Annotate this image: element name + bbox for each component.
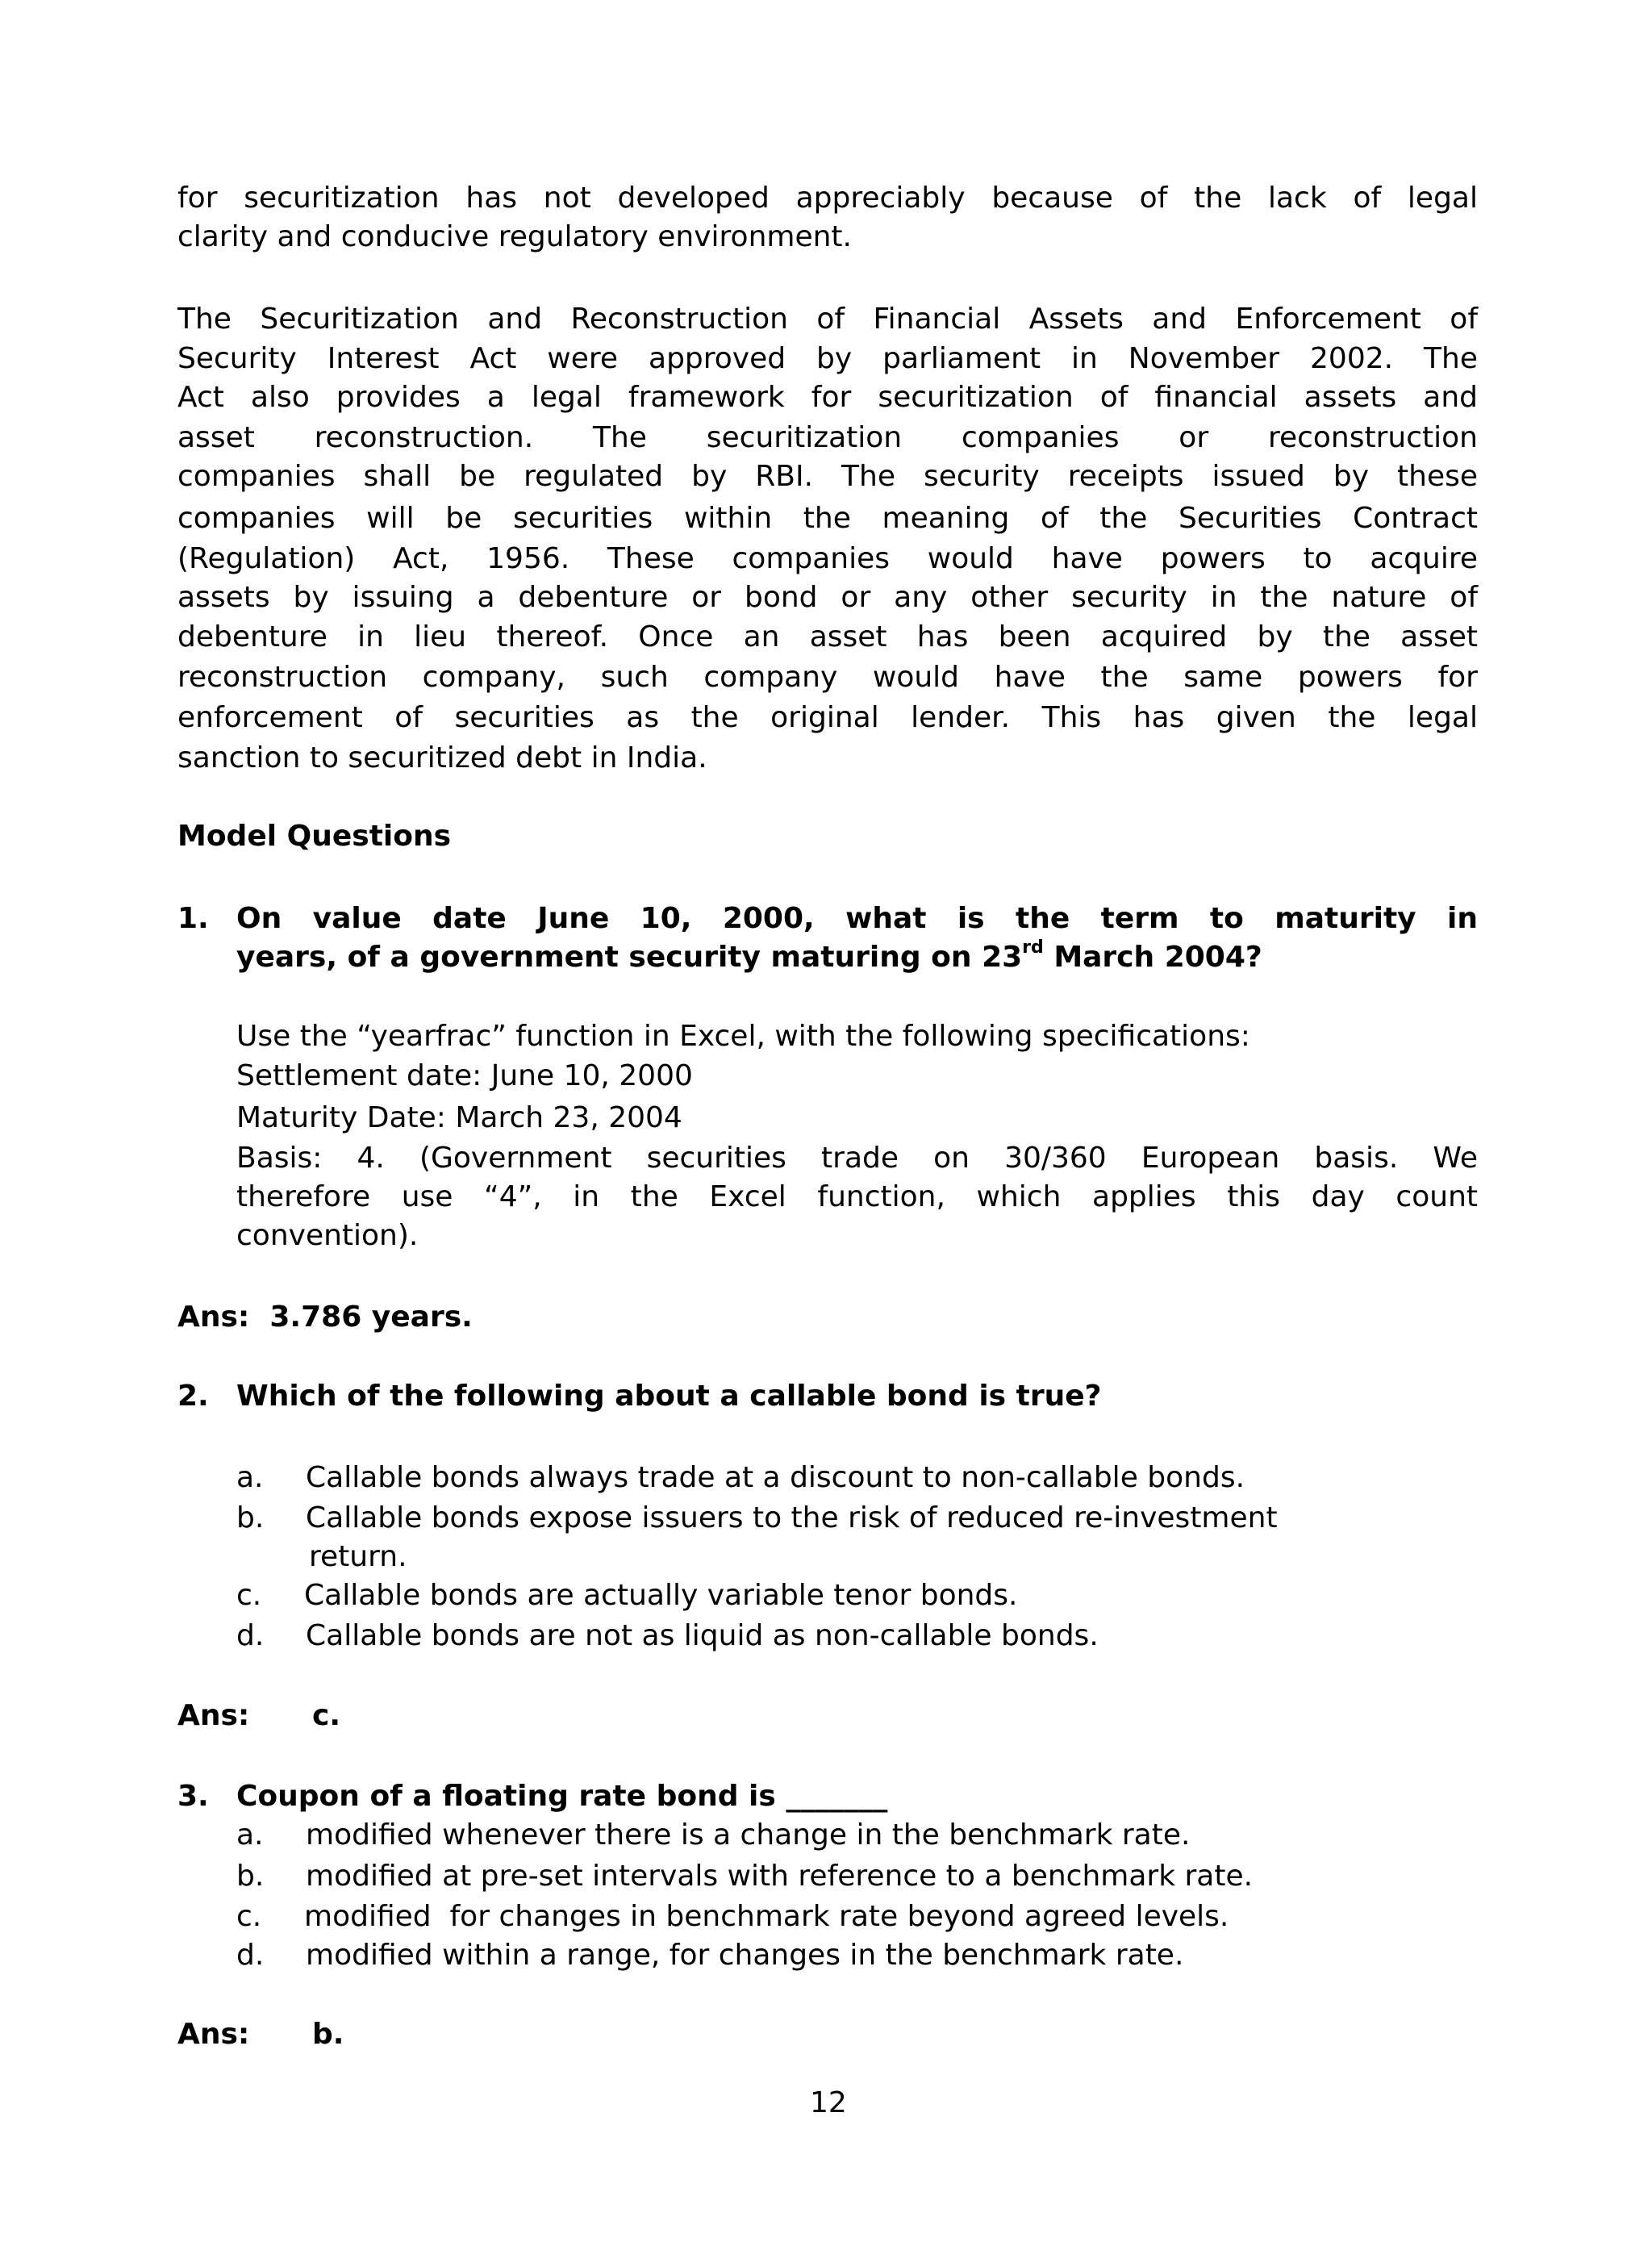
explanation-line: Settlement date: June 10, 2000 <box>236 1059 693 1092</box>
option-d <box>0 1935 1652 1975</box>
question-number: 1. <box>177 902 209 935</box>
paragraph-line: companies will be securities within the meaning of the Securities Contract <box>177 502 1478 535</box>
explanation-line: therefore use “4”, in the Excel function, which applies this day count <box>236 1180 1478 1213</box>
option-letter: a. <box>236 1461 264 1494</box>
intro-line: clarity and conducive regulatory environment. <box>177 220 852 253</box>
option-text: modified within a range, for changes in the benchmark rate. <box>306 1939 1184 1972</box>
question-text: March 2004? <box>1043 941 1262 974</box>
paragraph-line: asset reconstruction. The securitization companies or reconstruction <box>177 421 1478 454</box>
paragraph-line: The Securitization and Reconstruction of Financial Assets and Enforcement of <box>177 303 1478 336</box>
answer-value: c. <box>312 1699 341 1732</box>
explanation-line: Use the “yearfrac” function in Excel, with the following specifications: <box>236 1020 1250 1053</box>
answer-label: Ans: <box>177 2018 250 2051</box>
option-text: Callable bonds are not as liquid as non-callable bonds. <box>306 1619 1099 1652</box>
option-b <box>0 1498 1652 1538</box>
question-2 <box>0 1376 1652 1416</box>
paragraph-line: debenture in lieu thereof. Once an asset has been acquired by the asset <box>177 620 1478 653</box>
question-3 <box>0 1776 1652 1816</box>
answer-3 <box>0 2014 1652 2054</box>
question-number: 3. <box>177 1780 209 1813</box>
option-c <box>0 1897 1652 1936</box>
option-text: Callable bonds always trade at a discount to non-callable bonds. <box>306 1461 1245 1494</box>
explanation-line: Maturity Date: March 23, 2004 <box>236 1101 682 1134</box>
paragraph-line: assets by issuing a debenture or bond or any other security in the nature of <box>177 581 1478 614</box>
option-a <box>0 1815 1652 1855</box>
question-text: years, of a government security maturing on 23 <box>236 941 1023 974</box>
option-text: Callable bonds are actually variable tenor bonds. <box>304 1579 1018 1612</box>
paragraph-line: Security Interest Act were approved by parliament in November 2002. The <box>177 342 1478 375</box>
option-text: modified at pre-set intervals with reference to a benchmark rate. <box>306 1860 1254 1893</box>
question-text: Which of the following about a callable bond is true? <box>236 1380 1102 1413</box>
option-letter: d. <box>236 1939 265 1972</box>
question-text-line <box>236 937 1478 977</box>
option-letter: b. <box>236 1860 265 1893</box>
page-number-text: 12 <box>810 2086 847 2119</box>
question-text: Coupon of a floating rate bond is _______ <box>236 1780 888 1813</box>
explanation-line: Basis: 4. (Government securities trade on 30/360 European basis. We <box>236 1142 1478 1175</box>
option-letter: b. <box>236 1501 265 1534</box>
option-letter: a. <box>236 1818 264 1852</box>
paragraph-line: reconstruction company, such company would have the same powers for <box>177 661 1478 694</box>
option-c <box>0 1576 1652 1615</box>
option-letter: d. <box>236 1619 265 1652</box>
paragraph-line: (Regulation) Act, 1956. These companies would have powers to acquire <box>177 542 1478 575</box>
ordinal-suffix: rd <box>1022 937 1044 958</box>
paragraph-line: companies shall be regulated by RBI. The security receipts issued by these <box>177 460 1478 493</box>
question-number: 2. <box>177 1380 209 1413</box>
paragraph-line: Act also provides a legal framework for securitization of financial assets and <box>177 381 1478 414</box>
option-letter: c. <box>236 1900 262 1933</box>
question-text-line: On value date June 10, 2000, what is the term to maturity in <box>236 902 1478 935</box>
answer-value: b. <box>312 2018 344 2051</box>
answer-1: Ans: 3.786 years. <box>177 1301 473 1334</box>
section-heading: Model Questions <box>177 820 452 853</box>
option-letter: c. <box>236 1579 262 1612</box>
option-text: modified for changes in benchmark rate beyond agreed levels. <box>304 1900 1229 1933</box>
option-text: Callable bonds expose issuers to the risk of reduced re-investment <box>306 1501 1278 1534</box>
page-number <box>774 2086 871 2119</box>
option-d <box>0 1616 1652 1655</box>
intro-line: for securitization has not developed appreciably because of the lack of legal <box>177 182 1478 215</box>
option-b-continued <box>0 1537 1652 1576</box>
option-a <box>0 1458 1652 1497</box>
answer-2 <box>0 1696 1652 1735</box>
option-text: modified whenever there is a change in the benchmark rate. <box>306 1818 1191 1852</box>
option-text: return. <box>309 1540 407 1573</box>
answer-label: Ans: <box>177 1699 250 1732</box>
option-b <box>0 1856 1652 1896</box>
explanation-line: convention). <box>236 1219 419 1252</box>
paragraph-line: sanction to securitized debt in India. <box>177 741 707 774</box>
paragraph-line: enforcement of securities as the original lender. This has given the legal <box>177 701 1478 734</box>
